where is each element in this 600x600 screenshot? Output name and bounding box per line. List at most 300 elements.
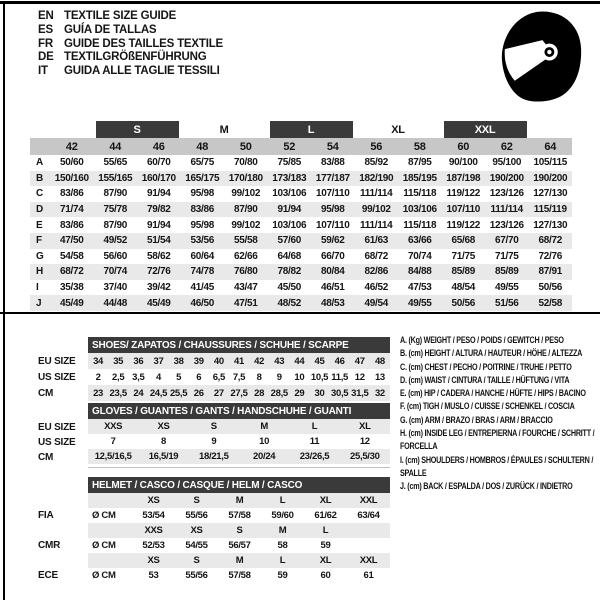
- racing-helmet-icon: [491, 7, 586, 107]
- size-value: 43/47: [233, 282, 258, 294]
- size-value: 95/98: [190, 219, 215, 231]
- size-value: 70/74: [94, 264, 138, 280]
- diameter-unit: Ø CM: [92, 540, 116, 551]
- shoes-cell-value: 41: [234, 355, 244, 367]
- size-group-xl: XL: [391, 123, 405, 136]
- size-value: 75/78: [94, 202, 138, 218]
- diameter-unit: Ø CM: [92, 570, 116, 581]
- shoes-cell-value: 5: [176, 371, 182, 383]
- legend-item: J. (cm) BACK / ESPALDA / DOS / ZURÜCK / INDIETRO: [400, 481, 573, 492]
- size-value: 71/74: [50, 202, 94, 218]
- shoes-cell-value: 28: [254, 387, 265, 399]
- shoes-cell-value: 43: [274, 355, 285, 367]
- gloves-cell-value: 11: [309, 436, 320, 447]
- size-value: 49/54: [355, 295, 399, 311]
- size-header: 44: [94, 138, 138, 155]
- diameter-unit: Ø CM: [92, 510, 116, 521]
- size-value: 45/50: [277, 282, 302, 294]
- shoes-table-row: [88, 353, 390, 369]
- helmet-table-title: HELMET / CASCO / CASQUE / HELM / CASCO: [88, 477, 390, 493]
- size-value: 51/56: [485, 295, 529, 311]
- language-row: [38, 38, 223, 52]
- shoes-cell-value: 34: [93, 355, 104, 367]
- size-value: 111/114: [360, 188, 393, 200]
- shoes-row-label-cm: CM: [38, 387, 54, 399]
- helmet-size-row: [88, 523, 390, 538]
- helmet-size-value: 60: [320, 570, 331, 581]
- size-value: 63/66: [398, 233, 442, 249]
- helmet-size-value: 55/56: [185, 510, 208, 521]
- measure-row-label: A: [36, 157, 43, 169]
- legend-item: I. (cm) SHOULDERS / HOMBROS / ÉPAULES / SCHULTERN / SPALLE: [400, 454, 594, 478]
- shoes-cell-value: 25,5: [169, 387, 188, 399]
- gloves-row-label-us-size: US SIZE: [38, 436, 76, 448]
- shoes-cell-value: 7,5: [232, 371, 246, 383]
- size-value: 105/115: [533, 157, 567, 169]
- shoes-cell-value: 38: [173, 355, 184, 367]
- language-title: TEXTILE SIZE GUIDE: [64, 10, 177, 22]
- gloves-cell-value: XS: [157, 421, 170, 432]
- size-value: 61/63: [355, 233, 399, 249]
- helmet-size-header: XXS: [144, 525, 163, 536]
- size-value: 45/49: [50, 295, 94, 311]
- measure-row-label: D: [30, 202, 50, 218]
- size-value: 165/175: [181, 171, 225, 187]
- legend-item: H. (cm) INSIDE LEG / ENTREPIERNA / FOURCHE / SCHRITT / FORCELLA: [400, 428, 595, 452]
- size-value: 70/80: [233, 157, 258, 169]
- size-value: 50/56: [538, 282, 563, 294]
- size-value: 64/68: [277, 250, 302, 262]
- helmet-size-header: M: [235, 495, 244, 506]
- size-value: 55/65: [103, 157, 128, 169]
- size-value: 54/58: [59, 250, 84, 262]
- size-group-m: M: [219, 123, 229, 136]
- size-value: 75/85: [277, 157, 302, 169]
- size-value: 74/78: [181, 264, 225, 280]
- left-border: [3, 1, 5, 600]
- helmet-size-header: L: [279, 495, 286, 506]
- size-value: 95/98: [311, 202, 355, 218]
- helmet-standard-label-cmr: CMR: [38, 540, 61, 551]
- group-spacer: [32, 121, 92, 138]
- size-value: 91/94: [146, 219, 171, 231]
- shoes-cell-value: 11,5: [331, 371, 349, 383]
- size-value: 70/74: [407, 250, 432, 262]
- size-value: 187/198: [442, 171, 486, 187]
- shoes-cell-value: 48: [374, 355, 385, 367]
- helmet-size-value: 59: [320, 540, 331, 551]
- shoes-cell-value: 30,5: [331, 387, 349, 399]
- size-value: 111/114: [485, 202, 529, 218]
- size-value: 99/102: [355, 202, 399, 218]
- shoes-cell-value: 37: [153, 355, 164, 367]
- size-value: 115/118: [403, 219, 437, 231]
- gloves-cell-value: 8: [161, 436, 166, 447]
- gloves-cell-value: 12,5/16,5: [94, 451, 132, 462]
- shoes-cell-value: 35: [113, 355, 124, 367]
- shoes-size-table: [88, 337, 390, 401]
- helmet-size-header: L: [322, 525, 329, 536]
- shoes-cell-value: 4: [155, 371, 161, 383]
- size-value: 48/54: [451, 282, 476, 294]
- size-value: 46/51: [320, 282, 345, 294]
- gloves-cell-value: M: [260, 421, 268, 432]
- size-value: 87/95: [407, 157, 432, 169]
- helmet-size-value: 57/58: [228, 570, 251, 581]
- gloves-row-label-cm: CM: [38, 451, 54, 463]
- size-value: 47/50: [50, 233, 94, 249]
- shoes-cell-value: 6: [196, 371, 202, 383]
- measure-row-label: E: [36, 219, 43, 231]
- size-value: 37/40: [103, 282, 128, 294]
- gloves-cell-value: 16,5/19: [148, 451, 179, 462]
- size-value: 87/90: [103, 188, 128, 200]
- gloves-cell-value: L: [311, 421, 318, 432]
- language-row: [38, 24, 223, 38]
- helmet-size-value: 52/53: [142, 540, 165, 551]
- shoes-row-label-us-size: US SIZE: [38, 371, 76, 383]
- shoes-cell-value: 2: [95, 371, 101, 383]
- size-value: 190/200: [485, 171, 529, 187]
- helmet-size-header: L: [279, 555, 286, 566]
- gloves-cell-value: XL: [359, 421, 371, 432]
- size-header: 46: [137, 138, 181, 155]
- size-value: 91/94: [146, 188, 171, 200]
- shoes-cell-value: 24,5: [149, 387, 168, 399]
- size-value: 115/119: [529, 202, 573, 218]
- shoes-table-title: SHOES/ ZAPATOS / CHAUSSURES / SCHUHE / SCARPE: [88, 337, 390, 353]
- size-value: 91/94: [268, 202, 312, 218]
- group-spacer: [531, 121, 571, 138]
- shoes-cell-value: 39: [193, 355, 204, 367]
- size-value: 127/130: [533, 188, 568, 200]
- size-value: 177/187: [311, 171, 355, 187]
- size-value: 55/58: [224, 233, 268, 249]
- shoes-cell-value: 26: [193, 387, 204, 399]
- helmet-size-value: 63/64: [357, 510, 380, 521]
- legend-item: A. (Kg) WEIGHT / PESO / POIDS / GEWITCH / PESO: [400, 335, 564, 345]
- size-value: 51/54: [137, 233, 181, 249]
- size-header: 62: [485, 138, 529, 155]
- size-value: 83/88: [320, 157, 345, 169]
- legend-item: G. (cm) ARM / BRAZO / BRAS / ARM / BRACCIO: [400, 414, 553, 425]
- size-group-xxl: XXL: [444, 121, 527, 138]
- helmet-size-header: XS: [147, 555, 160, 566]
- size-value: 48/52: [268, 295, 312, 311]
- helmet-size-header: M: [235, 555, 244, 566]
- helmet-size-value: 54/55: [185, 540, 208, 551]
- shoes-cell-value: 8: [256, 371, 262, 383]
- helmet-size-value: 59: [277, 570, 288, 581]
- size-value: 90/100: [448, 157, 478, 169]
- size-value: 71/75: [451, 250, 476, 262]
- gloves-cell-value: 23/26,5: [299, 451, 330, 462]
- size-value: 87/90: [224, 202, 268, 218]
- size-value: 49/55: [494, 282, 519, 294]
- helmet-size-value: 61: [363, 570, 374, 581]
- size-value: 66/70: [320, 250, 345, 262]
- shoes-table-row: [88, 385, 390, 401]
- helmet-size-header: XL: [319, 555, 332, 566]
- size-value: 46/50: [181, 295, 225, 311]
- shoes-cell-value: 24: [133, 387, 144, 399]
- helmet-size-row: [88, 493, 390, 508]
- size-value: 95/100: [492, 157, 522, 169]
- legend-item: F. (cm) TIGH / MUSLO / CUISSE / SCHENKEL / COSCIA: [400, 401, 575, 412]
- shoes-cell-value: 31,5: [351, 387, 369, 399]
- helmet-size-header: S: [193, 555, 200, 566]
- size-value: 49/52: [94, 233, 138, 249]
- size-header: 60: [442, 138, 486, 155]
- size-header: 64: [529, 138, 573, 155]
- size-header: 52: [268, 138, 312, 155]
- size-header: 50: [224, 138, 268, 155]
- helmet-value-row: [88, 538, 390, 553]
- size-value: 182/190: [355, 171, 399, 187]
- size-value: 99/102: [231, 188, 261, 200]
- size-value: 95/98: [190, 188, 215, 200]
- shoes-cell-value: 2,5: [112, 371, 125, 383]
- gloves-cell-value: 10: [259, 436, 270, 447]
- shoes-cell-value: 27,5: [230, 387, 248, 399]
- helmet-standard-label-ece: ECE: [38, 570, 58, 581]
- size-value: 123/126: [489, 219, 524, 231]
- size-value: 83/86: [59, 188, 84, 200]
- shoes-cell-value: 40: [213, 355, 224, 367]
- language-title: GUIDE DES TAILLES TEXTILE: [64, 37, 223, 50]
- gloves-size-table: [88, 403, 390, 464]
- measure-row-label: C: [36, 188, 43, 200]
- size-header: 58: [398, 138, 442, 155]
- helmet-size-value: 55/56: [185, 570, 208, 581]
- size-value: 68/72: [50, 264, 94, 280]
- size-value: 111/114: [360, 219, 393, 231]
- size-value: 50/60: [59, 157, 84, 169]
- measure-row-label: I: [36, 282, 39, 294]
- gloves-table-row: [88, 434, 390, 449]
- gloves-helmet-divider: [88, 467, 390, 468]
- size-value: 160/170: [137, 171, 181, 187]
- size-value: 41/45: [190, 282, 215, 294]
- helmet-size-value: 61/62: [314, 510, 337, 521]
- helmet-size-value: 57/58: [228, 510, 251, 521]
- size-value: 79/82: [137, 202, 181, 218]
- helmet-size-header: XXL: [359, 555, 378, 566]
- gloves-cell-value: 9: [211, 436, 217, 447]
- shoes-cell-value: 23: [93, 387, 104, 399]
- shoes-cell-value: 9: [276, 371, 282, 383]
- shoes-cell-value: 28,5: [270, 387, 288, 399]
- section-divider: [0, 312, 600, 314]
- shoes-cell-value: 29: [294, 387, 305, 399]
- helmet-size-value: 53/54: [142, 510, 165, 521]
- size-value: 67/70: [485, 233, 529, 249]
- shoes-cell-value: 13: [374, 371, 385, 383]
- gloves-table-row: [88, 449, 390, 464]
- size-value: 47/51: [224, 295, 268, 311]
- size-value: 103/106: [272, 188, 307, 200]
- top-border: [0, 1, 600, 4]
- helmet-size-value: 58: [277, 540, 288, 551]
- shoes-cell-value: 30: [314, 387, 325, 399]
- helmet-size-header: XS: [147, 495, 160, 506]
- language-code: DE: [38, 51, 54, 64]
- measure-row-label: G: [36, 250, 44, 262]
- size-value: 107/110: [442, 202, 486, 218]
- legend-item: C. (cm) CHEST / PECHO / POITRINE / TRUHE / PETTO: [400, 361, 572, 372]
- language-code: IT: [38, 65, 48, 78]
- helmet-size-header: XXL: [359, 495, 378, 506]
- language-title: TEXTILGRÖßENFÜHRUNG: [64, 51, 207, 64]
- helmet-size-header: M: [278, 525, 287, 536]
- shoes-cell-value: 42: [254, 355, 265, 367]
- shoes-cell-value: 45: [314, 355, 325, 367]
- size-value: 84/88: [398, 264, 442, 280]
- measure-row-label: J: [30, 295, 50, 311]
- measurement-legend: [400, 334, 597, 494]
- helmet-size-value: 59/60: [271, 510, 294, 521]
- helmet-size-header: XL: [319, 495, 332, 506]
- language-code: EN: [38, 10, 54, 22]
- size-value: 123/126: [489, 188, 524, 200]
- size-value: 45/49: [137, 295, 181, 311]
- size-value: 173/183: [268, 171, 312, 187]
- gloves-table-row: [88, 419, 390, 434]
- size-value: 103/106: [272, 219, 307, 231]
- size-value: 62/66: [233, 250, 258, 262]
- size-value: 150/160: [50, 171, 94, 187]
- size-value: 82/86: [355, 264, 399, 280]
- language-title-list: [38, 10, 223, 79]
- textile-size-table: [30, 121, 572, 311]
- shoes-row-label-eu-size: EU SIZE: [38, 355, 76, 367]
- size-group-l: L: [270, 121, 353, 138]
- gloves-cell-value: 18/21,5: [199, 451, 229, 462]
- helmet-value-row: [88, 508, 390, 523]
- gloves-cell-value: 12: [359, 436, 370, 447]
- size-value: 185/195: [398, 171, 442, 187]
- gloves-cell-value: 7: [110, 436, 116, 447]
- size-value: 119/122: [446, 188, 480, 200]
- shoes-cell-value: 10,5: [310, 371, 329, 383]
- measure-row-label: B: [30, 171, 50, 187]
- helmet-size-value: 53: [148, 570, 159, 581]
- legend-item: B. (cm) HEIGHT / ALTURA / HAUTEUR / HÖHE / ALTEZZA: [400, 348, 583, 359]
- size-value: 99/102: [231, 219, 261, 231]
- size-header-spacer: [30, 138, 50, 155]
- language-row: [38, 10, 223, 24]
- helmet-cell-spacer: [88, 553, 132, 568]
- size-value: 35/38: [59, 282, 84, 294]
- shoes-cell-value: 3,5: [132, 371, 145, 383]
- language-title: GUÍA DE TALLAS: [64, 23, 157, 36]
- size-value: 68/72: [529, 233, 573, 249]
- size-value: 155/165: [94, 171, 138, 187]
- size-value: 107/110: [316, 219, 350, 231]
- size-value: 83/86: [59, 219, 84, 231]
- size-value: 83/86: [181, 202, 225, 218]
- helmet-size-table: [88, 477, 390, 583]
- size-value: 68/72: [364, 250, 389, 262]
- gloves-cell-value: 20/24: [253, 451, 276, 462]
- helmet-size-value: 56/57: [228, 540, 251, 551]
- helmet-size-header: XS: [190, 525, 203, 536]
- size-value: 107/110: [316, 188, 350, 200]
- helmet-cell-spacer: [88, 493, 132, 508]
- size-value: 48/53: [311, 295, 355, 311]
- size-value: 85/92: [364, 157, 389, 169]
- shoes-table-row: [88, 369, 390, 385]
- size-value: 58/62: [146, 250, 171, 262]
- size-value: 80/84: [311, 264, 355, 280]
- shoes-cell-value: 47: [354, 355, 365, 367]
- size-value: 87/91: [529, 264, 573, 280]
- gloves-cell-value: 25,5/30: [350, 451, 380, 462]
- size-value: 170/180: [224, 171, 268, 187]
- size-value: 46/52: [364, 282, 389, 294]
- size-value: 85/89: [485, 264, 529, 280]
- shoes-cell-value: 36: [133, 355, 144, 367]
- legend-item: E. (cm) HIP / CADERA / HANCHE / HÜFTE / HIPS / BACINO: [400, 388, 586, 399]
- size-header: 48: [181, 138, 225, 155]
- size-value: 60/64: [190, 250, 215, 262]
- gloves-cell-value: S: [210, 421, 217, 432]
- size-value: 39/42: [146, 282, 171, 294]
- size-value: 65/68: [442, 233, 486, 249]
- measure-row-label: H: [30, 264, 50, 280]
- size-value: 85/89: [442, 264, 486, 280]
- size-header: 56: [355, 138, 399, 155]
- size-group-s: S: [96, 121, 179, 138]
- helmet-size-row: [88, 553, 390, 568]
- size-value: 190/200: [529, 171, 573, 187]
- size-value: 72/76: [538, 250, 563, 262]
- size-value: 76/80: [224, 264, 268, 280]
- measure-row-label: F: [30, 233, 50, 249]
- size-value: 103/106: [398, 202, 442, 218]
- size-value: 127/130: [533, 219, 568, 231]
- legend-item: D. (cm) WAIST / CINTURA / TAILLE / HÜFTUNG / VITA: [400, 374, 570, 385]
- helmet-size-header: S: [236, 525, 243, 536]
- language-code: ES: [38, 23, 53, 36]
- size-value: 57/60: [268, 233, 312, 249]
- helmet-value-row: [88, 568, 390, 583]
- size-header: 54: [311, 138, 355, 155]
- size-value: 87/90: [103, 219, 128, 231]
- language-row: [38, 65, 223, 79]
- size-value: 119/122: [446, 219, 480, 231]
- size-header: 42: [50, 138, 94, 155]
- gloves-table-title: GLOVES / GUANTES / GANTS / HANDSCHUHE / GUANTI: [88, 403, 390, 419]
- size-value: 65/75: [190, 157, 215, 169]
- language-code: FR: [38, 37, 53, 50]
- shoes-cell-value: 10: [294, 371, 305, 383]
- shoes-cell-value: 23,5: [109, 387, 127, 399]
- shoes-cell-value: 27: [213, 387, 224, 399]
- shoes-cell-value: 46: [334, 355, 345, 367]
- size-value: 53/56: [181, 233, 225, 249]
- language-row: [38, 51, 223, 65]
- size-value: 52/58: [529, 295, 573, 311]
- size-value: 71/75: [494, 250, 519, 262]
- size-value: 56/60: [103, 250, 128, 262]
- shoes-cell-value: 32: [374, 387, 385, 399]
- size-value: 115/118: [403, 188, 437, 200]
- size-value: 50/56: [442, 295, 486, 311]
- language-title: GUIDA ALLE TAGLIE TESSILI: [64, 65, 220, 78]
- size-value: 78/82: [268, 264, 312, 280]
- shoes-cell-value: 12: [354, 371, 365, 383]
